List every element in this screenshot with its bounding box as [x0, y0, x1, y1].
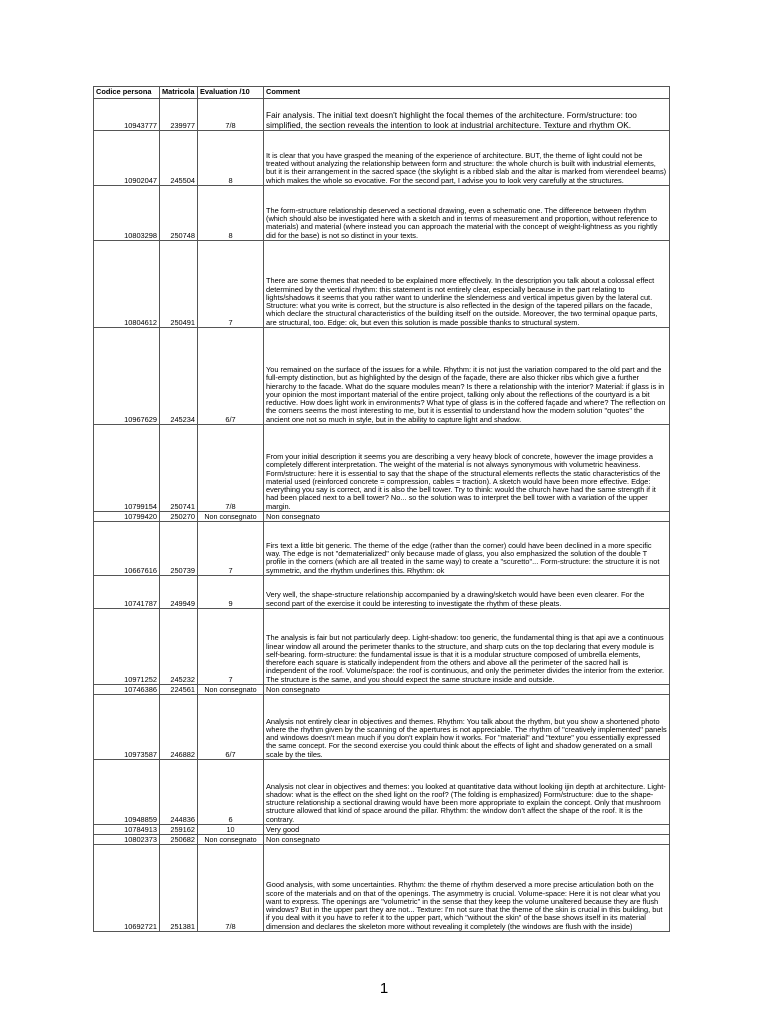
- table-row: [94, 425, 670, 512]
- table-row: [94, 695, 670, 760]
- cell-evaluation: 10: [198, 825, 264, 835]
- cell-codice-persona: 10971252: [94, 609, 160, 685]
- cell-comment: Very well, the shape-structure relationship accompanied by a drawing/sketch would have been even clearer. For the second part of the exercise it could be interesting to investigate the rhythm of these pleats.: [264, 576, 670, 609]
- evaluation-table: [93, 86, 670, 932]
- cell-comment: Firs text a little bit generic. The theme of the edge (rather than the corner) could have been declined in a more specific way. The edge is not "dematerialized" only because made of glass, you also emphasized the solution of the double T profile in the corners (which are all treated in the same way) to create a "scuretto"... Form-structure: the structure it is not symmetric, and the rhythm underlines this. Rhythm: ok: [264, 522, 670, 576]
- cell-codice-persona: 10784913: [94, 825, 160, 835]
- cell-matricola: 244836: [160, 760, 198, 825]
- cell-codice-persona: 10741787: [94, 576, 160, 609]
- cell-evaluation: Non consegnato: [198, 835, 264, 845]
- header-comment: Comment: [264, 87, 670, 99]
- cell-comment: Non consegnato: [264, 512, 670, 522]
- cell-evaluation: 7: [198, 241, 264, 328]
- table-row: [94, 576, 670, 609]
- cell-codice-persona: 10692721: [94, 845, 160, 932]
- cell-evaluation: 7: [198, 522, 264, 576]
- header-codice-persona: Codice persona: [94, 87, 160, 99]
- cell-codice-persona: 10967629: [94, 328, 160, 425]
- cell-codice-persona: 10804612: [94, 241, 160, 328]
- cell-matricola: 245232: [160, 609, 198, 685]
- table-row: [94, 835, 670, 845]
- cell-evaluation: 7/8: [198, 99, 264, 131]
- table-row: [94, 522, 670, 576]
- cell-evaluation: 7/8: [198, 425, 264, 512]
- cell-evaluation: 6: [198, 760, 264, 825]
- table-row: [94, 186, 670, 241]
- cell-evaluation: 8: [198, 131, 264, 186]
- cell-evaluation: Non consegnato: [198, 512, 264, 522]
- cell-comment: Analysis not clear in objectives and themes: you looked at quantitative data without looking ijin depth at architecture. Light-shadow: what is the effect on the shed light on the roof? (The folding is emphasized) Form/structure: due to the shape-structure relationship a sectional drawing would have been more appropriate to explain the concept. Only that mushroom structure allowed that kind of space around the pillar. Rhythm: the window don't affect the shape of the roof. It is the contrary.: [264, 760, 670, 825]
- cell-matricola: 251381: [160, 845, 198, 932]
- cell-codice-persona: 10799154: [94, 425, 160, 512]
- cell-matricola: 239977: [160, 99, 198, 131]
- cell-comment: Very good: [264, 825, 670, 835]
- cell-comment: Non consegnato: [264, 685, 670, 695]
- cell-comment: It is clear that you have grasped the meaning of the experience of architecture. BUT, the theme of light could not be treated without analyzing the relationship between form and structure: the whole church is built with industrial elements, but it is their arrangement in the sacred space (the skylight is a ribbed slab and the altar is marked from vierendeel beams) which makes the whole so evocative. For the second part, I advise you to look very carefully at the structures.: [264, 131, 670, 186]
- cell-codice-persona: 10799420: [94, 512, 160, 522]
- cell-matricola: 250748: [160, 186, 198, 241]
- cell-comment: From your initial description it seems you are describing a very heavy block of concrete, however the image provides a completely different interpretation. The weight of the material is not always synonymous with volumetric heaviness. Form/structure: here it is essential to say that the shape of the structural elements reflects the static characteristics of the material used (reinforced concrete = compression, cables = traction). A sketch would have been more effective. Edge: everything you say is correct, and it is also the bell tower. Try to think: would the church have had the same strength if it had been placed next to a bell tower? No... so the solution was to interpret the bell tower with a variation of the upper margin.: [264, 425, 670, 512]
- cell-evaluation: 7: [198, 609, 264, 685]
- table-row: [94, 99, 670, 131]
- cell-codice-persona: 10802373: [94, 835, 160, 845]
- cell-codice-persona: 10973587: [94, 695, 160, 760]
- cell-comment: The form-structure relationship deserved a sectional drawing, even a schematic one. The difference between rhythm (which should also be investigated here with a sketch and in terms of measurement and proportion, without reference to materials) and material (where instead you can approach the material with the concept of weight-lightness as you rightly did for the base) is not so distinct in your texts.: [264, 186, 670, 241]
- cell-matricola: 250739: [160, 522, 198, 576]
- cell-matricola: 250741: [160, 425, 198, 512]
- cell-matricola: 246882: [160, 695, 198, 760]
- cell-evaluation: 9: [198, 576, 264, 609]
- table-row: [94, 685, 670, 695]
- cell-codice-persona: 10746386: [94, 685, 160, 695]
- cell-comment: Non consegnato: [264, 835, 670, 845]
- cell-matricola: 249949: [160, 576, 198, 609]
- table-header-row: [94, 87, 670, 99]
- cell-codice-persona: 10902047: [94, 131, 160, 186]
- table-row: [94, 825, 670, 835]
- table-row: [94, 328, 670, 425]
- cell-codice-persona: 10948859: [94, 760, 160, 825]
- cell-matricola: 224561: [160, 685, 198, 695]
- table-row: [94, 241, 670, 328]
- cell-comment: Analysis not entirely clear in objectives and themes. Rhythm: You talk about the rhythm, but you show a shortened photo where the rhythm given by the scanning of the apertures is not appreciable. The rhythm of "creatively implemented" panels and windows doesn't mean much if you don't explain how it works. For "material" and "texture" you essentially expressed the same concept. For the second exercise you could think about the effects of light and shadow generated on a small scale by the tiles.: [264, 695, 670, 760]
- cell-evaluation: 8: [198, 186, 264, 241]
- cell-codice-persona: 10943777: [94, 99, 160, 131]
- page-number: 1: [379, 980, 389, 997]
- table-row: [94, 845, 670, 932]
- cell-matricola: 250270: [160, 512, 198, 522]
- cell-evaluation: Non consegnato: [198, 685, 264, 695]
- table-row: [94, 512, 670, 522]
- cell-evaluation: 7/8: [198, 845, 264, 932]
- cell-comment: The analysis is fair but not particularly deep. Light-shadow: too generic, the fundamental thing is that api ave a continuous linear window all around the perimeter thanks to the structure, and sharp cuts on the top declaring that every module is self-bearing. form-structure: the fundamental issue is that it is a modular structure composed of umbrella elements, therefore each square is statically independent from the others and above all the perimeter of the sacred hall is independent of the roof. Volume/space: the roof is continuous, and only the perimeter divides the interior from the exterior. The structure is the same, and you should expect the same structure inside and outside.: [264, 609, 670, 685]
- cell-evaluation: 6/7: [198, 328, 264, 425]
- cell-matricola: 250491: [160, 241, 198, 328]
- cell-matricola: 245504: [160, 131, 198, 186]
- cell-codice-persona: 10667616: [94, 522, 160, 576]
- header-evaluation: Evaluation /10: [198, 87, 264, 99]
- header-matricola: Matricola: [160, 87, 198, 99]
- table-row: [94, 760, 670, 825]
- cell-comment: Good analysis, with some uncertainties. Rhythm: the theme of rhythm deserved a more precise articulation both on the score of the materials and on that of the openings. The asymmetry is crucial. Volume-space: Here it is not clear what you want to express. The openings are "volumetric" in the sense that they keep the volume unaltered because they are flush windows? But in the upper part they are not... Texture: I'm not sure that the theme of the skin is crucial in this building, but if you deal with it you have to refer it to the upper part, which "without the skin" of the base shows itself in its material dimension and declares the skeleton more without revealing it completely (the windows are flush with the inside): [264, 845, 670, 932]
- cell-codice-persona: 10803298: [94, 186, 160, 241]
- table-row: [94, 131, 670, 186]
- cell-comment: You remained on the surface of the issues for a while. Rhythm: it is not just the variation compared to the old part and the full-empty distinction, but as highlighted by the design of the façade, there are also thicker ribs which give a further hierarchy to the facade. What do the square modules mean? Is there a relationship with the interior? Material: if glass is in your opinion the most important material of the entire project, talking only about the reflections of the courtyard is a bit reductive. How does light work in environments? What type of glass is in the coffered façade and where? The reflection on the corners seems the most interesting to me, but it is essential to understand how the modern solution "quotes" the ancient one not so much in style, but in the ability to capture light and shadow.: [264, 328, 670, 425]
- cell-matricola: 245234: [160, 328, 198, 425]
- cell-matricola: 259162: [160, 825, 198, 835]
- cell-comment: Fair analysis. The initial text doesn't highlight the focal themes of the architecture. Form/structure: too simplified, the section reveals the intention to look at industrial architecture. Texture and rhythm OK.: [264, 99, 670, 131]
- cell-matricola: 250682: [160, 835, 198, 845]
- table-row: [94, 609, 670, 685]
- cell-comment: There are some themes that needed to be explained more effectively. In the description you talk about a colossal effect determined by the vertical rhythm: this statement is not entirely clear, especially because in the part relating to lights/shadows it seems that you rather want to underline the slenderness and vertical impetus given by the lateral cut. Structure: what you write is correct, but the structure is also reflected in the design of the tapered pillars on the facade, which declare the structural characteristics of the building itself on the outside. Moreover, the two terminal opaque parts, are structural, too. Edge: ok, but even this solution is made possible thanks to structural system.: [264, 241, 670, 328]
- cell-evaluation: 6/7: [198, 695, 264, 760]
